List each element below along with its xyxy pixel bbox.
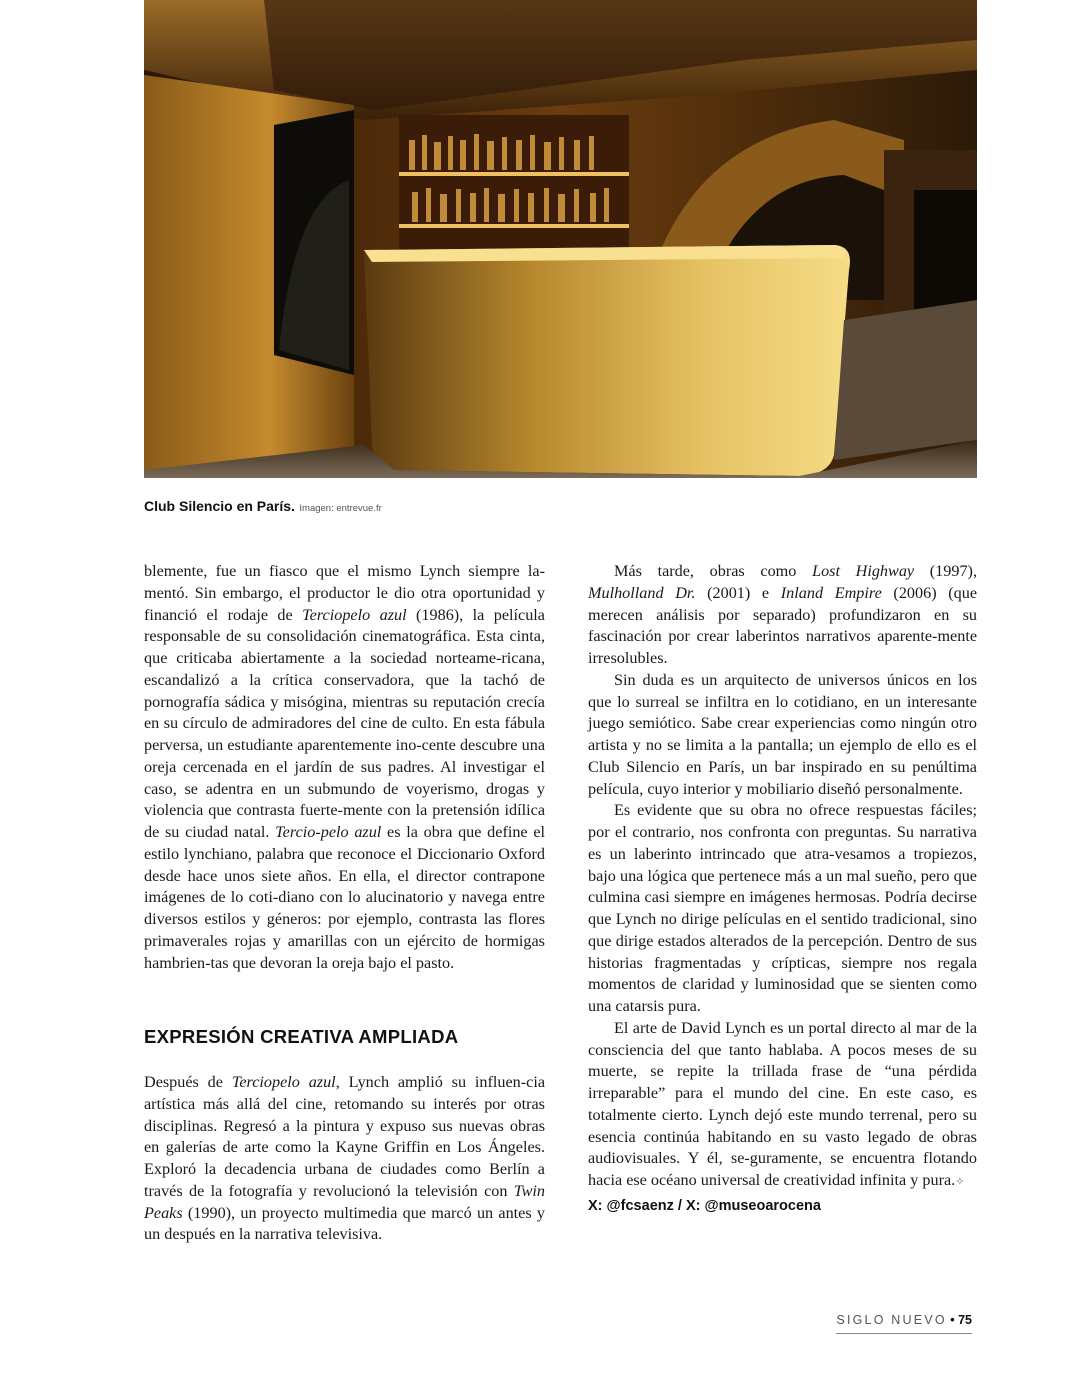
right-column — [588, 561, 977, 1218]
end-mark-icon: ✧ — [955, 1176, 965, 1188]
footer-separator: • — [946, 1313, 959, 1327]
author-social-handles: X: @fcsaenz / X: @museoarocena — [588, 1197, 821, 1214]
magazine-name: SIGLO NUEVO — [836, 1313, 947, 1327]
page-number: 75 — [958, 1313, 972, 1327]
left-paragraph-2: Después de Terciopelo azul, Lynch amplió su influen-cia artística más allá del cine, retomando su interés por otras disciplinas. Regresó a la pintura y expuso sus nuevas obras en galerías de arte como la Kayne Griffin en Los Ángeles. Exploró la decadencia urbana de ciudades como Berlín a través de la fotografía y revolucionó la televisión con Twin Peaks (1990), un proyecto multimedia que marcó un antes y un después en la narrativa televisiva. — [144, 1073, 546, 1244]
right-paragraph-1: Más tarde, obras como Lost Highway (1997), Mulholland Dr. (2001) e Inland Empire (2006) (que merecen análisis por separado) profundizaron en su fascinación por crear laberintos narrativos aparente-mente irresolubles. — [588, 562, 978, 667]
left-paragraph-1: blemente, fue un fiasco que el mismo Lynch siempre la-mentó. Sin embargo, el productor le dio otra oportunidad y financió el rodaje de Terciopelo azul (1986), la película responsable de su consolidación cinematográfica. Esta cinta, que criticaba abiertamente a la sociedad norteame-ricana, escandalizó a la crítica conservadora, que la tachó de pornografía sádica y misógina, mientras su reputación crecía en su círculo de admiradores del cine de culto. En esta fábula perversa, un estudiante aparentemente ino-cente descubre una oreja cercenada en el jardín de sus padres. Al investigar el caso, se adentra en un submundo de voyerismo, drogas y violencia que contrasta fuerte-mente con la pretensión idílica de su ciudad natal. Tercio-pelo azul es la obra que define el estilo lynchiano, palabra que reconoce el Diccionario Oxford desde hace unos siete años. En ella, el director contrapone imágenes de lo coti-diano con lo alucinatorio y navega entre diversos estilos y géneros: por ejemplo, contrasta las flores primaverales rojas y amarillas con un ejército de hormigas hambrien-tas que devoran la oreja bajo el pasto. — [144, 562, 546, 972]
right-paragraph-2: Sin duda es un arquitecto de universos únicos en los que lo surreal se infiltra en lo cotidiano, en un interesante juego semiótico. Sabe crear experiencias como ningún otro artista y no se limita a la pantalla; un ejemplo de ello es el Club Silencio en París, un bar inspirado en su penúltima película, cuyo interior y mobiliario diseñó personalmente. — [588, 670, 977, 798]
photo-caption — [144, 498, 382, 516]
bar-photo — [144, 0, 977, 478]
page-footer — [836, 1313, 972, 1334]
caption-credit: Imagen: entrevue.fr — [299, 503, 382, 514]
caption-title: Club Silencio en París. — [144, 498, 295, 514]
left-column — [144, 561, 545, 1246]
right-paragraph-4: El arte de David Lynch es un portal directo al mar de la consciencia del que tanto hablaba. A pocos meses de su muerte, se repite la trillada frase de “una pérdida irreparable” para el mundo del cine. En este caso, es totalmente cierto. Lynch dejó este mundo terrenal, pero su esencia continúa habitando en su vasto legado de obras audiovisuales. Y él, se-guramente, se encuentra flotando hacia ese océano universal de creatividad infinita y pura.✧ — [588, 1018, 977, 1189]
right-paragraph-3: Es evidente que su obra no ofrece respuestas fáciles; por el contrario, nos confronta con preguntas. Su narrativa es un laberinto intrincado que atra-vesamos a tropiezos, bajo una lógica que pertenece más a un mal sueño, pero que culmina casi siempre en imágenes hermosas. Podría decirse que Lynch no dirige películas en el sentido tradicional, sino que dirige estados alterados de la percepción. Dentro de sus historias fragmentadas y crípticas, siempre nos regala momentos de claridad y luminosidad que se sienten como una catarsis pura. — [588, 801, 977, 1015]
section-heading: EXPRESIÓN CREATIVA AMPLIADA — [144, 1026, 459, 1048]
